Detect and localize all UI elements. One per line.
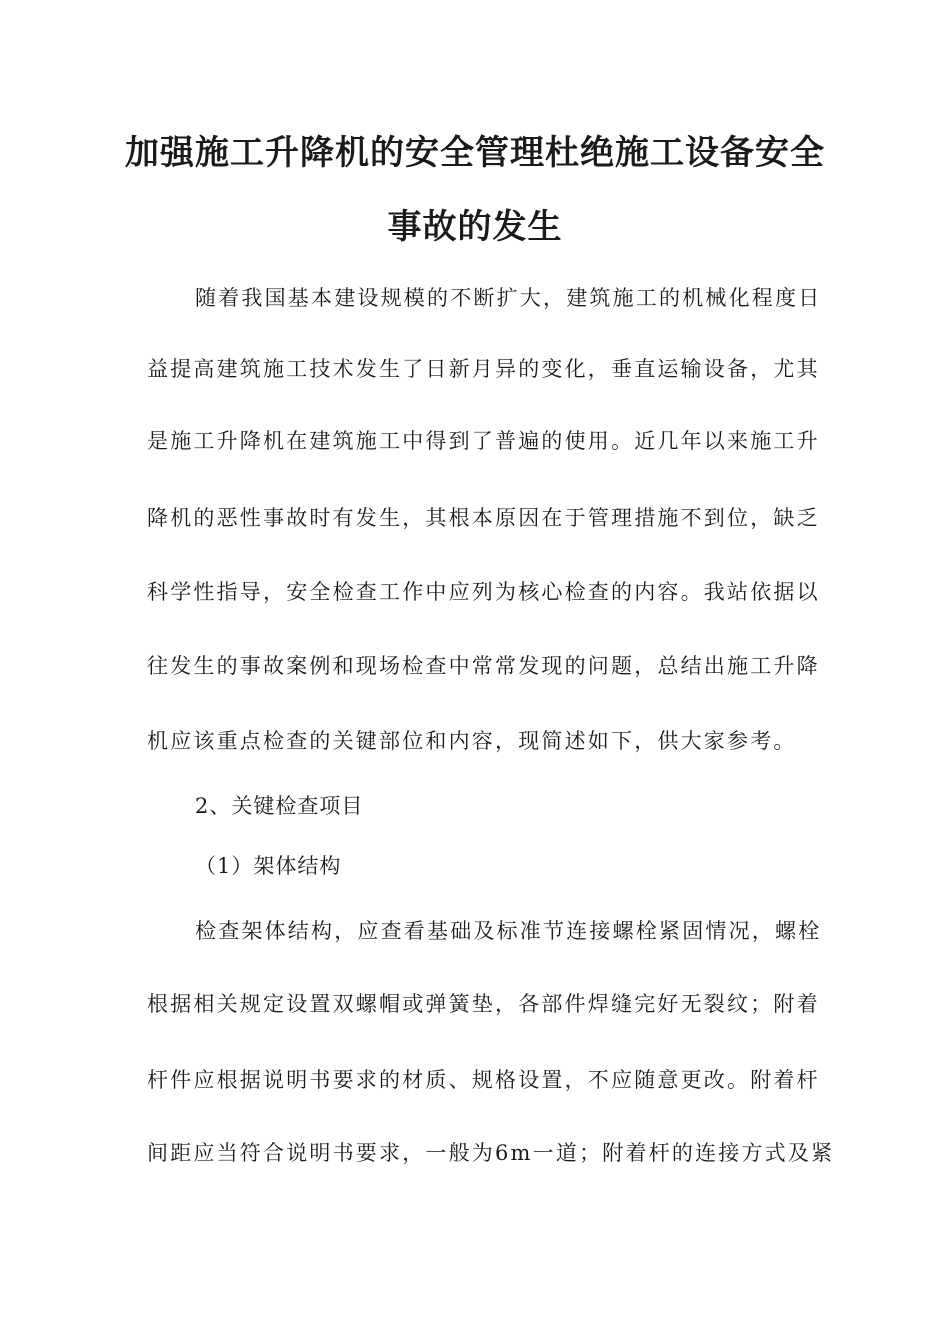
paragraph1-line-6: 往发生的事故案例和现场检查中常常发现的问题，总结出施工升降 xyxy=(147,654,820,678)
paragraph1-line-1: 随着我国基本建设规模的不断扩大，建筑施工的机械化程度日 xyxy=(195,286,822,310)
paragraph1-line-4: 降机的恶性事故时有发生，其根本原因在于管理措施不到位，缺乏 xyxy=(147,506,820,530)
section-heading: 2、关键检查项目 xyxy=(195,794,364,818)
paragraph1-line-7: 机应该重点检查的关键部位和内容，现简述如下，供大家参考。 xyxy=(147,729,797,753)
document-title-line-2: 事故的发生 xyxy=(387,207,563,247)
paragraph1-line-3: 是施工升降机在建筑施工中得到了普遍的使用。近几年以来施工升 xyxy=(147,429,820,453)
paragraph2-line-2: 根据相关规定设置双螺帽或弹簧垫，各部件焊缝完好无裂纹；附着 xyxy=(147,992,820,1016)
subsection-heading: （1）架体结构 xyxy=(195,854,342,878)
paragraph2-line-4: 间距应当符合说明书要求，一般为6m一道；附着杆的连接方式及紧 xyxy=(147,1141,835,1165)
paragraph1-line-2: 益提高建筑施工技术发生了日新月异的变化，垂直运输设备，尤其 xyxy=(147,357,820,381)
paragraph2-line-1: 检查架体结构，应查看基础及标准节连接螺栓紧固情况，螺栓 xyxy=(195,919,822,943)
paragraph2-line-3: 杆件应根据说明书要求的材质、规格设置，不应随意更改。附着杆 xyxy=(147,1068,820,1092)
paragraph1-line-5: 科学性指导，安全检查工作中应列为核心检查的内容。我站依据以 xyxy=(147,580,820,604)
document-title-line-1: 加强施工升降机的安全管理杜绝施工设备安全 xyxy=(125,133,825,173)
